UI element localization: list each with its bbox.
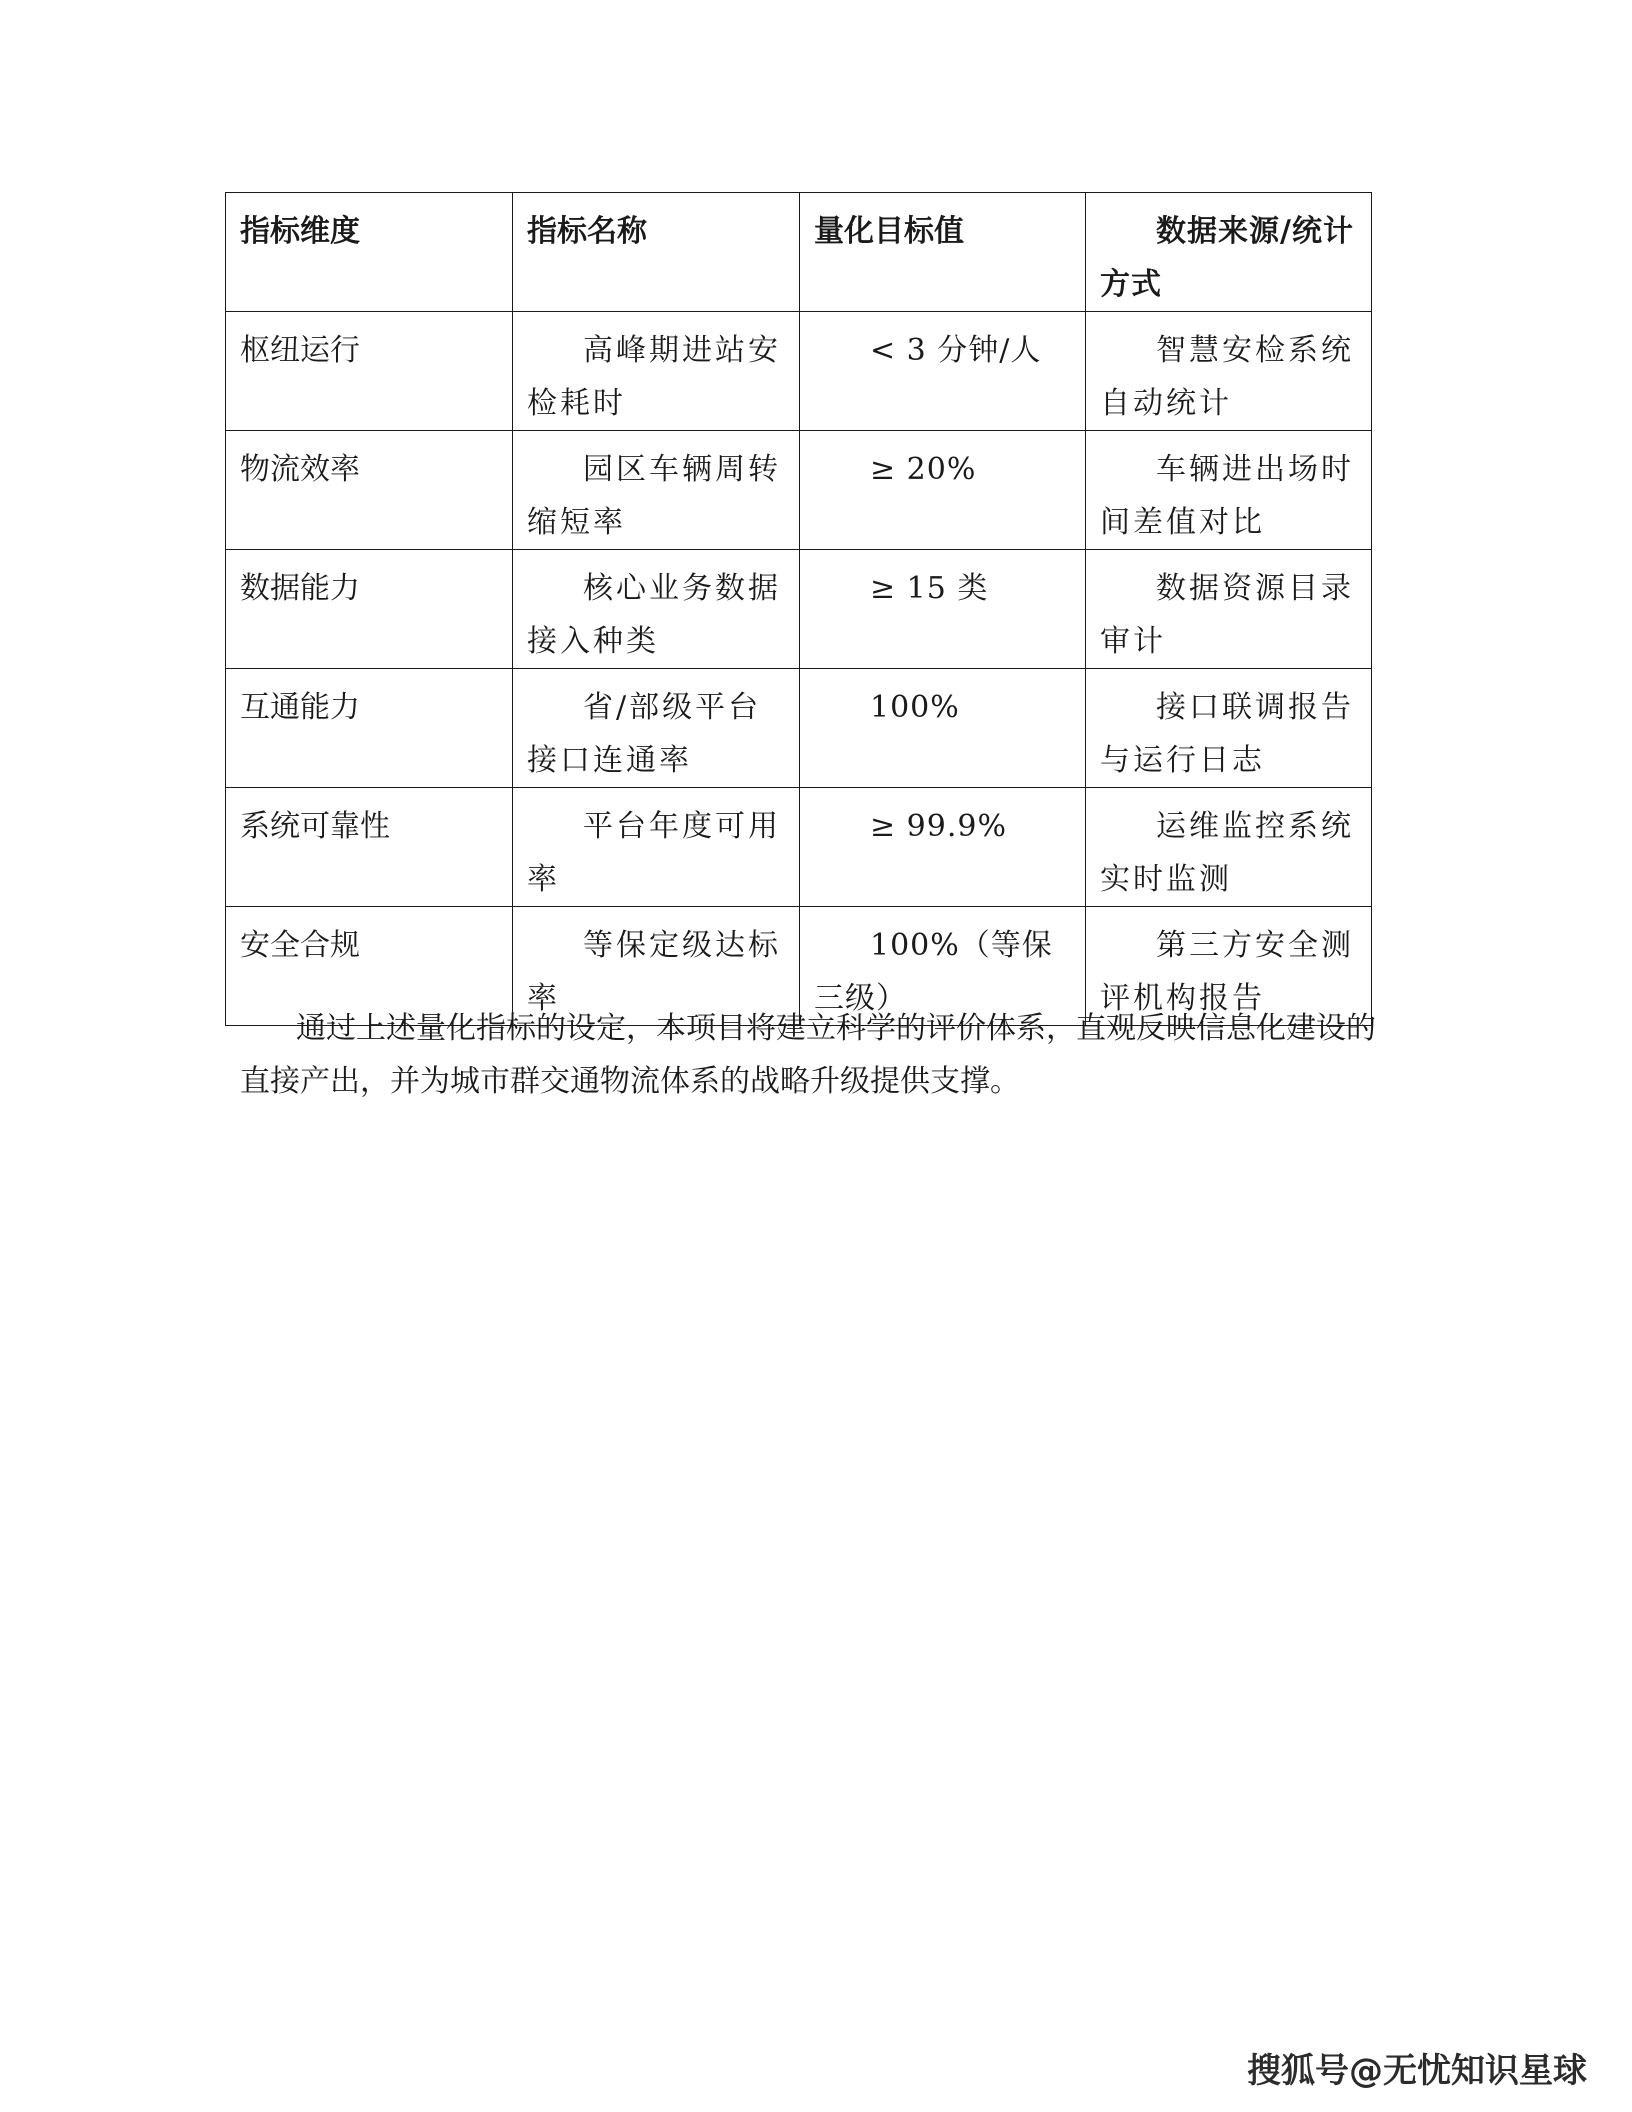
table-row bbox=[226, 669, 1372, 788]
cell-source: 车辆进出场时间差值对比 bbox=[1086, 431, 1372, 550]
cell-dimension: 数据能力 bbox=[226, 550, 513, 669]
table-row bbox=[226, 550, 1372, 669]
table-header-row bbox=[226, 193, 1372, 312]
cell-name: 省/部级平台接口连通率 bbox=[513, 669, 800, 788]
cell-source: 运维监控系统实时监测 bbox=[1086, 788, 1372, 907]
cell-dimension: 互通能力 bbox=[226, 669, 513, 788]
cell-dimension: 系统可靠性 bbox=[226, 788, 513, 907]
cell-dimension: 物流效率 bbox=[226, 431, 513, 550]
header-source: 数据来源/统计方式 bbox=[1086, 193, 1372, 312]
cell-name: 高峰期进站安检耗时 bbox=[513, 312, 800, 431]
metrics-table bbox=[225, 192, 1372, 1026]
table-row bbox=[226, 431, 1372, 550]
table-row bbox=[226, 312, 1372, 431]
cell-source: 接口联调报告与运行日志 bbox=[1086, 669, 1372, 788]
watermark: 搜狐号@无忧知识星球 bbox=[1247, 2051, 1587, 2091]
cell-dimension: 枢纽运行 bbox=[226, 312, 513, 431]
cell-name: 园区车辆周转缩短率 bbox=[513, 431, 800, 550]
header-name: 指标名称 bbox=[513, 193, 800, 312]
summary-paragraph: 通过上述量化指标的设定，本项目将建立科学的评价体系，直观反映信息化建设的直接产出，并为城市群交通物流体系的战略升级提供支撑。 bbox=[240, 1011, 1376, 1099]
cell-dimension: 安全合规 bbox=[226, 907, 513, 1026]
header-dimension: 指标维度 bbox=[226, 193, 513, 312]
cell-target: ≥ 15 类 bbox=[800, 550, 1086, 669]
table-row bbox=[226, 788, 1372, 907]
cell-name: 核心业务数据接入种类 bbox=[513, 550, 800, 669]
cell-target: 100% bbox=[800, 669, 1086, 788]
cell-source: 第三方安全测评机构报告 bbox=[1086, 907, 1372, 1026]
cell-target: < 3 分钟/人 bbox=[800, 312, 1086, 431]
header-target: 量化目标值 bbox=[800, 193, 1086, 312]
cell-source: 数据资源目录审计 bbox=[1086, 550, 1372, 669]
cell-target: 100%（等保三级） bbox=[800, 907, 1086, 1026]
cell-target: ≥ 20% bbox=[800, 431, 1086, 550]
cell-target: ≥ 99.9% bbox=[800, 788, 1086, 907]
cell-name: 等保定级达标率 bbox=[513, 907, 800, 1026]
cell-source: 智慧安检系统自动统计 bbox=[1086, 312, 1372, 431]
cell-name: 平台年度可用率 bbox=[513, 788, 800, 907]
